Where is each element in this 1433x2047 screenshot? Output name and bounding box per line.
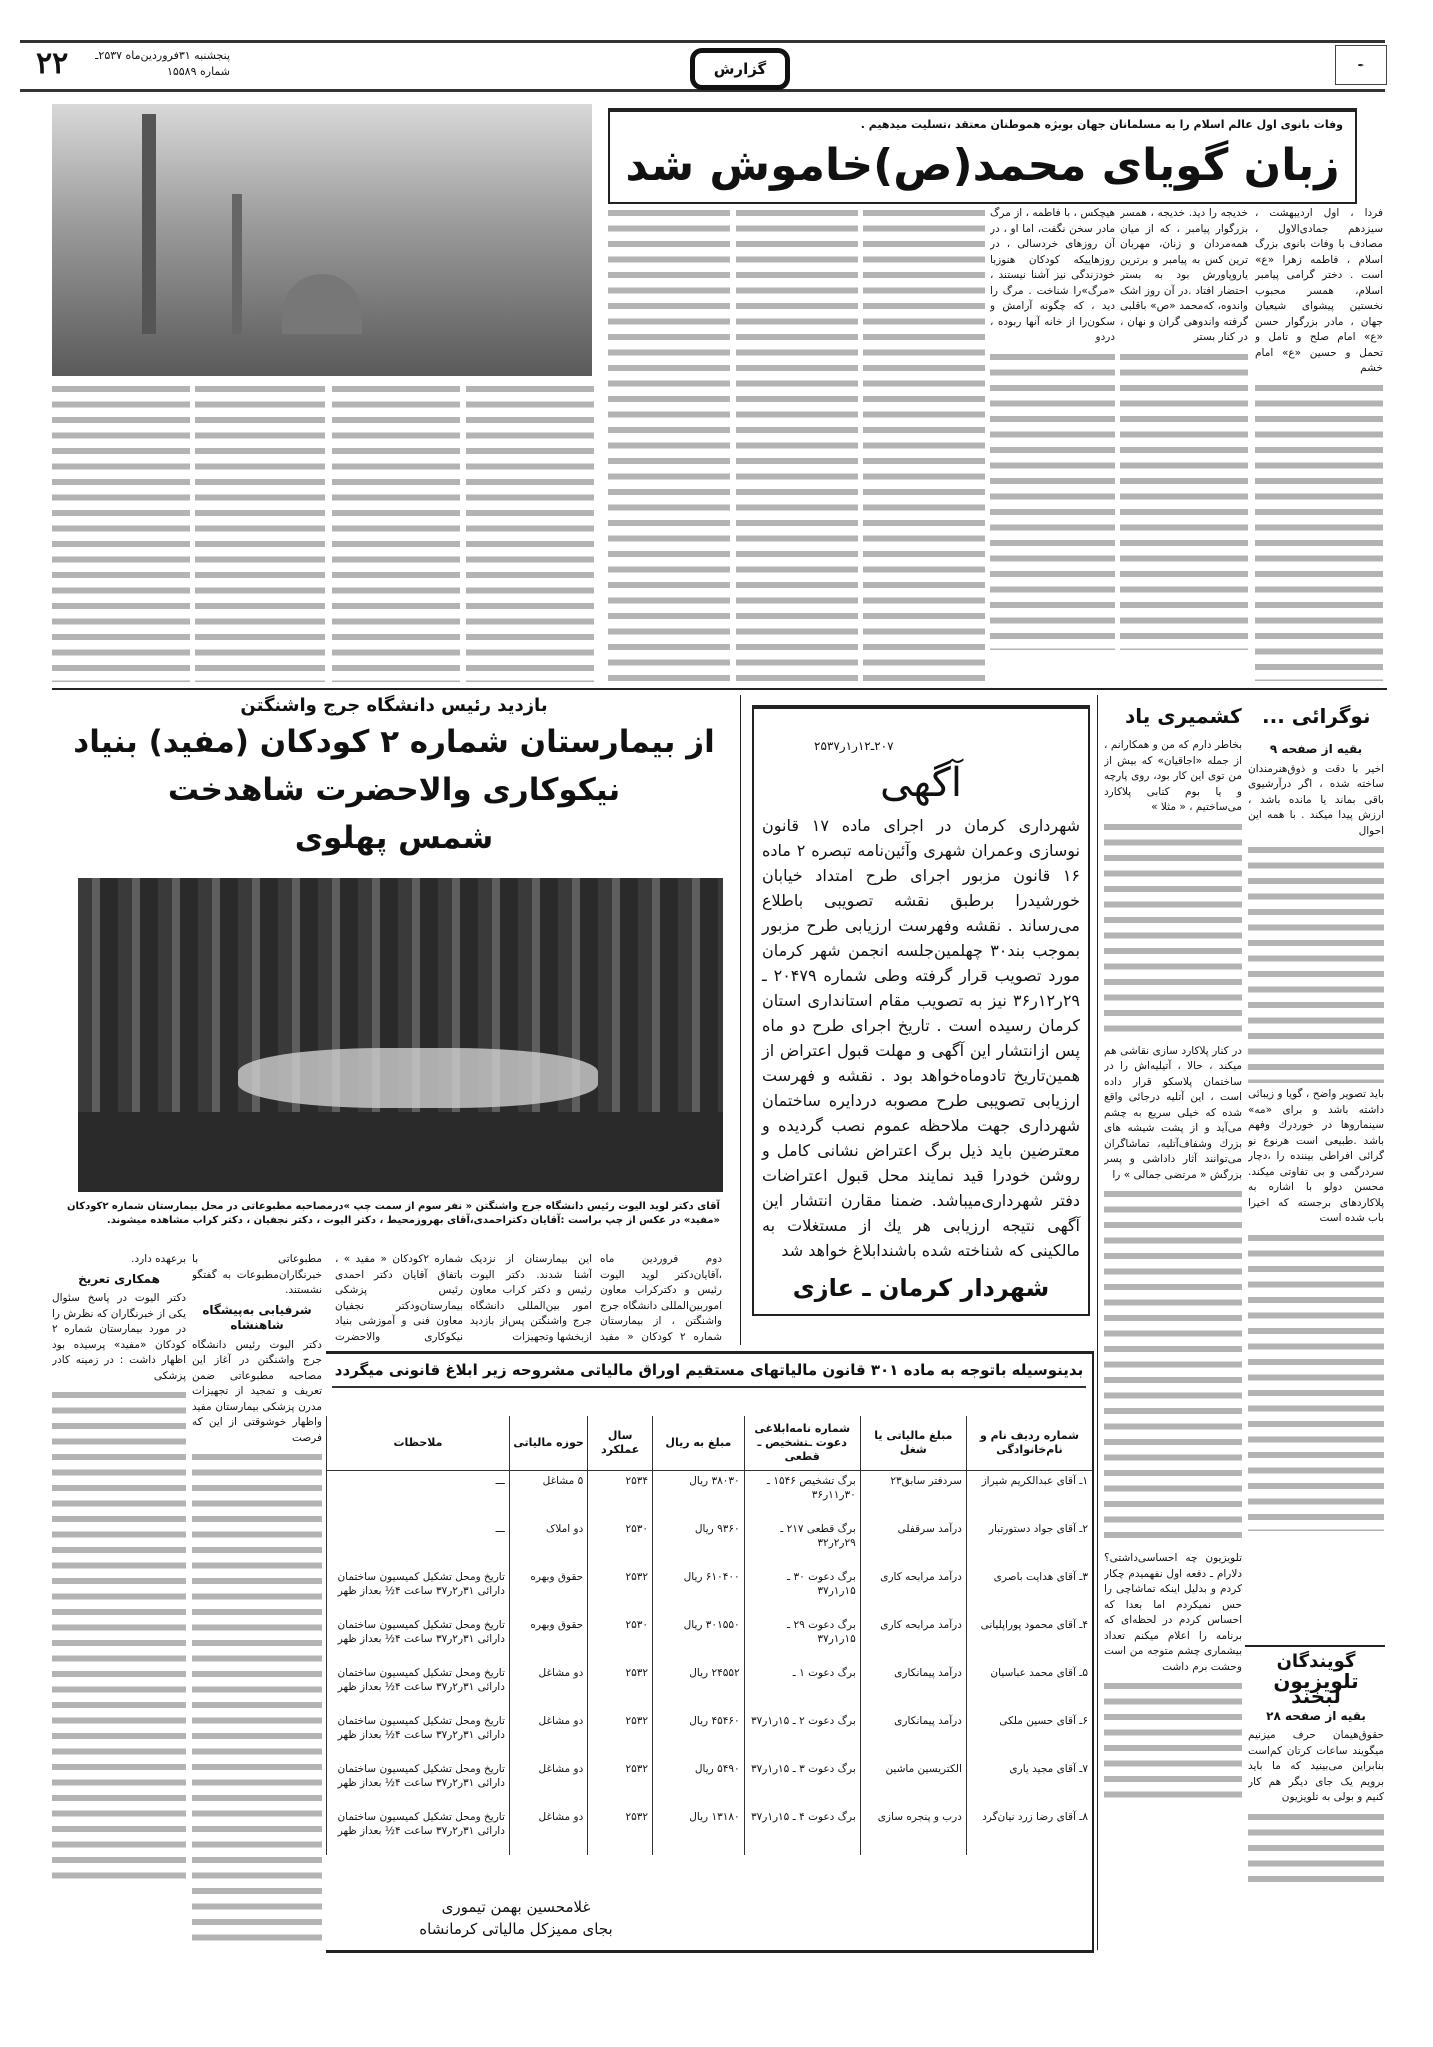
col-text: دکتر الیوت در پاسخ سئوال یکی از خبرنگاران که نظرش را در مورد بیمارستان شماره ۲ کودکان «مفید» پرسیده بود اظهار داشت : در زمینه کادر پزشکی bbox=[52, 1292, 186, 1382]
table-cell: ۲۵۳۲ bbox=[588, 1759, 653, 1807]
table-cell: ۲ـ آقای جواد دستورتبار bbox=[966, 1519, 1092, 1567]
hospital-headline bbox=[54, 694, 734, 862]
divider bbox=[1245, 1645, 1385, 1647]
table-cell: درآمد پیمانکاری bbox=[860, 1711, 966, 1759]
page-number: ۲۲ bbox=[36, 46, 69, 81]
lead-headline: زبان گویای محمد(ص)خاموش شد bbox=[625, 140, 1340, 191]
table-cell: تاریخ ومحل تشکیل کمیسیون ساختمان دارائی ۳۱ر۲ر۳۷ ساعت ۴½ بعداز ظهر bbox=[327, 1807, 510, 1855]
table-cell: ۲۵۳۲ bbox=[588, 1567, 653, 1615]
table-header-row bbox=[327, 1416, 1093, 1471]
column-header: حوزه مالیاتی bbox=[509, 1416, 587, 1471]
table-row bbox=[327, 1663, 1093, 1711]
subheading-audience: شرفیابی به‌پیشگاه شاهنشاه bbox=[202, 1302, 312, 1332]
table-cell: حقوق وبهره bbox=[509, 1567, 587, 1615]
table-cell: ۱۳۱۸۰ ریال bbox=[653, 1807, 745, 1855]
signatory-name: غلامحسین بهمن تیموری bbox=[441, 1898, 591, 1916]
text-block bbox=[1255, 381, 1383, 681]
text-block bbox=[1248, 843, 1384, 1083]
hospital-headline-line-3: شمس پهلوی bbox=[294, 820, 494, 856]
headline-novelty: نوگرائی ... bbox=[1262, 704, 1371, 728]
text-block bbox=[1104, 820, 1242, 1040]
col-text: در کنار پلاکارد سازی نقاشی هم میکند ، حالا ، آتیلیه‌اش را در ساختمان پلاسکو قرار داده است ، این آتلیه درجائی واقع شده که خیلی سریع به چشم می‌آید و از پشت شیشه های بزرك وشفاف‌آتلیه، تماشاگران می‌توانند آثار داداشی و پسر بزرگش « مرتضی جمالی » را bbox=[1104, 1044, 1242, 1181]
column-rule bbox=[1097, 695, 1098, 1950]
hospital-headline-line-1: از بیمارستان شماره ۲ کودکان (مفید) بنیاد bbox=[73, 724, 715, 760]
table-cell: تاریخ ومحل تشکیل کمیسیون ساختمان دارائی ۳۱ر۲ر۳۷ ساعت ۴½ بعداز ظهر bbox=[327, 1567, 510, 1615]
headline-kashmiri: کشمیری یاد bbox=[1125, 704, 1242, 728]
notice-title: آگهی bbox=[880, 760, 962, 806]
table-cell: دو مشاغل bbox=[509, 1759, 587, 1807]
tax-notice-title: بدینوسیله باتوجه به ماده ۳۰۱ قانون مالیاتهای مستقیم اوراق مالیاتی مشروحه زیر ابلاغ قانونی میگردد bbox=[332, 1360, 1086, 1388]
column-header: مبلغ به ریال bbox=[653, 1416, 745, 1471]
tax-signature bbox=[366, 1896, 666, 1940]
table-cell: برگ دعوت ۱ ـ bbox=[744, 1663, 860, 1711]
table-cell: ۶۱۰۴۰۰ ریال bbox=[653, 1567, 745, 1615]
lead-col-2 bbox=[1120, 206, 1248, 682]
table-cell: برگ دعوت ۴ ـ ۱۵ر۱ر۳۷ bbox=[744, 1807, 860, 1855]
notice-body: شهرداری کرمان در اجرای ماده ۱۷ قانون نوسازی وعمران شهری وآئین‌نامه تبصره ۲ ماده ۱۶ قانون مزبور اجرای طرح امتداد خیابان خورشیدرا برطبق نقشه تصویبی باطلاع می‌رساند . نقشه وفهرست ارزیابی طرح مزبور بموجب بند۳۰ چهلمین‌جلسه انجمن شهر کرمان مورد تصویب قرار گرفته وطی شماره ۲۰۴۷۹ ـ ۲۹ر۱۲ر۳۶ نیز به تصویب مقام استانداری استان کرمان رسیده است . تاریخ اجرای طرح دو ماه پس ازانتشار این آگهی و مهلت قبول اعتراض از همین‌تاریخ تادوماه‌خواهد بود . نقشه و فهرست ارزیابی تصویبی طرح مصوبه دردایره ساختمان شهرداری جهت ملاحظه عموم نصب گردیده و معترضین باید ذیل برگ اعتراض نشانی کامل و روشن خودرا قید نمایند محل قبول اعتراضات دفتر شهرداری‌میباشد. ضمنا مقارن انتشار این آگهی نتیجه ارزیابی هر یك از مستغلات به مالکینی که شناخته شده باشندابلاغ خواهد شد bbox=[762, 816, 1081, 1260]
hospital-col-2: این بیمارستان از نزدیک آشنا شدند. دکتر الیوت رئیس و دکتر کراب معاون امور بین‌المللی دانشگاه جرج واشنگتن پس‌از بازدید ازبخشها وتجهیزات bbox=[470, 1253, 592, 1343]
table-cell: تاریخ ومحل تشکیل کمیسیون ساختمان دارائی ۳۱ر۲ر۳۷ ساعت ۴½ بعداز ظهر bbox=[327, 1711, 510, 1759]
lead-headline-box bbox=[608, 108, 1357, 204]
table-cell: ۳۰۱۵۵۰ ریال bbox=[653, 1615, 745, 1663]
novelty-column bbox=[1248, 738, 1384, 1638]
col-text: بخاطر دارم که من و همکارانم ، از جمله «اجاقیان» که بیش از من توی این کار بود، روی پارچه و یا بوم کتابی پلاکارد می‌ساختیم ، « مثلا » bbox=[1104, 739, 1242, 813]
text-block bbox=[1120, 350, 1248, 650]
table-cell: ۷ـ آقای مجید یاری bbox=[966, 1759, 1092, 1807]
table-cell: ۲۵۳۴ bbox=[588, 1471, 653, 1520]
press-conference-photo bbox=[78, 878, 723, 1192]
hospital-headline-line-2: نیکوکاری والاحضرت شاهدخت bbox=[167, 772, 621, 808]
lead-col-3-text: هیچکس ، با فاطمه ، از مرگ مادر سخن نگفت، اما او ، در آن روزهای خردسالی ، در روزهاییکه کودکان هنوزبا خودزندگی نیز آشنا نیستند ، «مرگ»را شناخت . مرگ را دید ، که چگونه آرامش و سکون‌را از خانه آنها ربوده ، دردو bbox=[990, 207, 1115, 343]
table-cell: درآمد مرابحه کاری bbox=[860, 1615, 966, 1663]
municipality-notice bbox=[752, 705, 1090, 1316]
tax-notice bbox=[326, 1351, 1094, 1953]
table-row bbox=[327, 1471, 1093, 1520]
table-cell: تاریخ ومحل تشکیل کمیسیون ساختمان دارائی ۳۱ر۲ر۳۷ ساعت ۴½ بعداز ظهر bbox=[327, 1663, 510, 1711]
table bbox=[78, 1112, 723, 1192]
photo-caption: آقای دکتر لوید الیوت رئیس دانشگاه جرج واشنگتن « نفر سوم از سمت چپ »درمصاحبه مطبوعاتی در محل بیمارستان شماره ۲کودکان «مفید» در عکس از چپ براست :آقایان دکتراحمدی،آقای بهروزمحیط ، دکتر الیوت ، دکتر نجفیان ، دکتر کراب مشاهده میشوند. bbox=[67, 1201, 720, 1226]
mosque-photo bbox=[52, 104, 592, 376]
text-block bbox=[1104, 1679, 1242, 1799]
column-header: ملاحظات bbox=[327, 1416, 510, 1471]
dome bbox=[282, 274, 362, 334]
table-cell: ۱ـ آقای عبدالکریم شیراز bbox=[966, 1471, 1092, 1520]
table-cell: ۵ـ آقای محمد عباسیان bbox=[966, 1663, 1092, 1711]
table-cell: برگ تشخیص ۱۵۴۶ ـ ۳۰ر۱۱ر۳۶ bbox=[744, 1471, 860, 1520]
table-cell: دو املاک bbox=[509, 1519, 587, 1567]
table-body bbox=[327, 1471, 1093, 1856]
table-cell: ۳۸۰۳۰ ریال bbox=[653, 1471, 745, 1520]
announcers-column bbox=[1248, 1650, 1384, 1948]
lead-col-1-text: فردا ، اول اردیبهشت ، سیزدهم جمادی‌الاول ، مصادف با وفات بانوی بزرگ اسلام ، فاطمه زهرا «ع» است . دختر گرامی پیامبر اسلام، همسر محبوب نخستین پیشوای شیعیان جهان ، مادر بزرگوار حسن «ع» امام صلح و تامل و تحمل و حسین «ع» امام خشم bbox=[1255, 207, 1383, 374]
table-cell: ۹۳۶۰ ریال bbox=[653, 1519, 745, 1567]
column-rule bbox=[740, 695, 741, 1345]
table-cell: دو مشاغل bbox=[509, 1663, 587, 1711]
column-header: سال عملکرد bbox=[588, 1416, 653, 1471]
table-cell: دو مشاغل bbox=[509, 1807, 587, 1855]
col-text: دکتر الیوت رئیس دانشگاه جرج واشنگتن در آغاز این مصاحبه مطبوعاتی ضمن تعریف و تمجید از تجهیزات مدرن پزشکی بیمارستان مفید واظهار خوشوقتی از این که فرصت bbox=[192, 1338, 322, 1444]
notice-signature: شهردار کرمان ـ عازی bbox=[792, 1274, 1050, 1302]
hospital-col-1: دوم فروردین ماه ،آقایان‌دکتر لوید الیوت رئیس و دکترکراب معاون اموربین‌المللی دانشگاه جرج واشنگتن ، از بیمارستان شماره ۲ کودکان « مفید bbox=[600, 1253, 722, 1343]
col-text: باید تصویر واضح ، گویا و زیبائی داشته باشد و برای «مه» سینماروها در خوردرك وفهم باشد .طبیعی است هرنوع نو گرائی افراطی بیننده را ،دچار سردرگمی و بی تفاوتی میکند. محسن دولو با اشاره به پلاکاردهای برجسته که اخیرا باب شده است bbox=[1248, 1088, 1384, 1224]
text-block bbox=[1248, 1231, 1384, 1531]
table-cell: درآمد پیمانکاری bbox=[860, 1663, 966, 1711]
table-cell: ـــ bbox=[327, 1519, 510, 1567]
lead-col-7 bbox=[466, 382, 594, 682]
headline-tv-smile: تلویزیون لبخند bbox=[1273, 1668, 1359, 1708]
column-header: شماره ردیف نام و نام‌خانوادگی bbox=[966, 1416, 1092, 1471]
headline-announcers: گویندگان bbox=[1276, 1651, 1356, 1672]
table-cell: ۲۵۳۰ bbox=[588, 1519, 653, 1567]
table-cell: درب و پنجره سازی bbox=[860, 1807, 966, 1855]
table-row bbox=[327, 1711, 1093, 1759]
col-text: برعهده دارد. bbox=[131, 1253, 186, 1265]
hospital-col-3: شماره ۲کودکان « مفید » ، باتفاق آقایان دکتر احمدی رئیس پزشکی بیمارستان‌ودکتر نجفیان معاون فنی و آموزشی بنیاد نیکوکاری والاحضرت bbox=[335, 1253, 463, 1343]
section-label: گزارش bbox=[690, 48, 790, 90]
lead-col-2-text: خدیجه را دید. خدیجه ، همسر بزرگوار پیامبر ، که از میان همه‌مردان و زنان، مهربان ترین کس به پیامبر و برترین یاروپاورش بود به بستر احتضار افتاد .در آن روز اشک واندوه، که‌محمد «ص» باقلبی گرفته واندوهی گران و نهان ، در کنار بستر bbox=[1120, 207, 1248, 343]
notice-number: ۲۰۷ـ۱۲ر۱ر۲۵۳۷ bbox=[814, 739, 894, 753]
table-cell: ۲۵۳۲ bbox=[588, 1711, 653, 1759]
table-cell: ۴۵۴۶۰ ریال bbox=[653, 1711, 745, 1759]
table-cell: سردفتر سابق۲۳ bbox=[860, 1471, 966, 1520]
minaret-middle bbox=[232, 194, 242, 334]
table-cell: برگ قطعی ۲۱۷ ـ ۲۹ر۲ر۳۲ bbox=[744, 1519, 860, 1567]
continued-label: بقیه از صفحه ۹ bbox=[1269, 742, 1363, 756]
hospital-col-4 bbox=[192, 1252, 322, 1948]
text-block bbox=[1248, 1810, 1384, 1890]
lead-col-6 bbox=[608, 206, 730, 682]
text-block bbox=[192, 1450, 322, 1948]
table-cell: درآمد مرابحه کاری bbox=[860, 1567, 966, 1615]
col-text: اخیر با دقت و ذوق‌هنرمندان ساخته شده ، اگر درآرشیوی باقی بماند یا مانده باشد ، ارزش پیدا میکند . با همه این احوال bbox=[1248, 762, 1384, 837]
col-text: مطبوعاتی با خبرنگاران‌مطبوعات به گفتگو نشستند. bbox=[192, 1253, 322, 1296]
column-header: مبلغ مالیاتی یا شغل bbox=[860, 1416, 966, 1471]
table-cell: ۳ـ آقای هدایت باصری bbox=[966, 1567, 1092, 1615]
flowers bbox=[238, 1048, 598, 1108]
col-text: تلویزیون چه احساسی‌داشتی؟ دلارام ـ دفعه اول نفهمیدم چکار کردم و بدلیل اینکه تماشاچی را حس نمیکردم اما بعدا که احساس کردم در لحظه‌ای که برنامه را اعلام میکنم تعداد بیشماری چشم متوجه من است وحشت برم داشت bbox=[1104, 1552, 1242, 1673]
table-cell: ۲۵۳۲ bbox=[588, 1663, 653, 1711]
table-cell: ۲۵۳۰ bbox=[588, 1615, 653, 1663]
lead-col-5 bbox=[736, 206, 858, 682]
table-cell: ۲۴۵۵۲ ریال bbox=[653, 1663, 745, 1711]
table-cell: ۸ـ آقای رضا زرد نیان‌گرد bbox=[966, 1807, 1092, 1855]
table-cell: ۵ مشاغل bbox=[509, 1471, 587, 1520]
column-header: شماره نامه‌ابلاغی دعوت ـتشخیص ـ قطعی bbox=[744, 1416, 860, 1471]
col-text: حقوق‌هیمان حرف میزنیم میگویند ساعات کرتان کم‌است بنابراین می‌بینید که ما باید برویم یک جای دیگر هم کار کنیم و بولی به تلویزیون bbox=[1248, 1729, 1384, 1803]
lead-col-1 bbox=[1255, 206, 1383, 682]
lead-col-8 bbox=[332, 382, 460, 682]
table-row bbox=[327, 1807, 1093, 1855]
table-cell: درآمد سرقفلی bbox=[860, 1519, 966, 1567]
table-row bbox=[327, 1519, 1093, 1567]
tax-table bbox=[326, 1416, 1092, 1855]
table-cell: تاریخ ومحل تشکیل کمیسیون ساختمان دارائی ۳۱ر۲ر۳۷ ساعت ۴½ بعداز ظهر bbox=[327, 1615, 510, 1663]
table-cell: ۵۴۹۰ ریال bbox=[653, 1759, 745, 1807]
text-block bbox=[990, 350, 1115, 650]
text-block bbox=[52, 1388, 186, 1888]
table-cell: ۶ـ آقای حسین ملکی bbox=[966, 1711, 1092, 1759]
table-cell: ۲۵۳۲ bbox=[588, 1807, 653, 1855]
divider bbox=[52, 688, 1387, 690]
hospital-kicker: بازدید رئیس دانشگاه جرج واشنگتن bbox=[240, 695, 548, 716]
lead-col-3 bbox=[990, 206, 1115, 682]
table-cell: برگ دعوت ۳ ـ ۱۵ر۱ر۳۷ bbox=[744, 1759, 860, 1807]
table-row bbox=[327, 1567, 1093, 1615]
minaret-left bbox=[142, 114, 156, 334]
kashmiri-column bbox=[1104, 738, 1242, 1948]
lead-col-4 bbox=[863, 206, 985, 682]
table-row bbox=[327, 1759, 1093, 1807]
table-cell: حقوق وبهره bbox=[509, 1615, 587, 1663]
lead-col-9 bbox=[195, 382, 325, 682]
table-cell: برگ دعوت ۲۹ ـ ۱۵ر۱ر۳۷ bbox=[744, 1615, 860, 1663]
signatory-title: بجای ممیزکل مالیاتی کرمانشاه bbox=[419, 1920, 613, 1938]
hospital-col-5 bbox=[52, 1252, 186, 1948]
lead-col-10 bbox=[52, 382, 190, 682]
table-cell: ۴ـ آقای محمود پوراپلیانی bbox=[966, 1615, 1092, 1663]
text-block bbox=[1104, 1187, 1242, 1547]
table-cell: دو مشاغل bbox=[509, 1711, 587, 1759]
table-cell: برگ دعوت ۳۰ ـ ۱۵ر۱ر۳۷ bbox=[744, 1567, 860, 1615]
newspaper-logo: ✒ bbox=[1335, 45, 1387, 85]
table-cell: تاریخ ومحل تشکیل کمیسیون ساختمان دارائی ۳۱ر۲ر۳۷ ساعت ۴½ بعداز ظهر bbox=[327, 1759, 510, 1807]
table-cell: برگ دعوت ۲ ـ ۱۵ر۱ر۳۷ bbox=[744, 1711, 860, 1759]
table-cell: ـــ bbox=[327, 1471, 510, 1520]
continued-label: بقیه از صفحه ۲۸ bbox=[1266, 1708, 1366, 1723]
lead-kicker: وفات بانوی اول عالم اسلام را به مسلمانان جهان بویژه هموطنان معتقد ،تسلیت میدهیم . bbox=[860, 118, 1343, 131]
subheading-cooperation: همکاری تعریخ bbox=[78, 1271, 160, 1286]
table-row bbox=[327, 1615, 1093, 1663]
date-line: پنجشنبه ۳۱فروردین‌ماه ۲۵۳۷ـ شماره ۱۵۵۸۹ bbox=[95, 49, 230, 78]
table-cell: الکتریسین ماشین bbox=[860, 1759, 966, 1807]
